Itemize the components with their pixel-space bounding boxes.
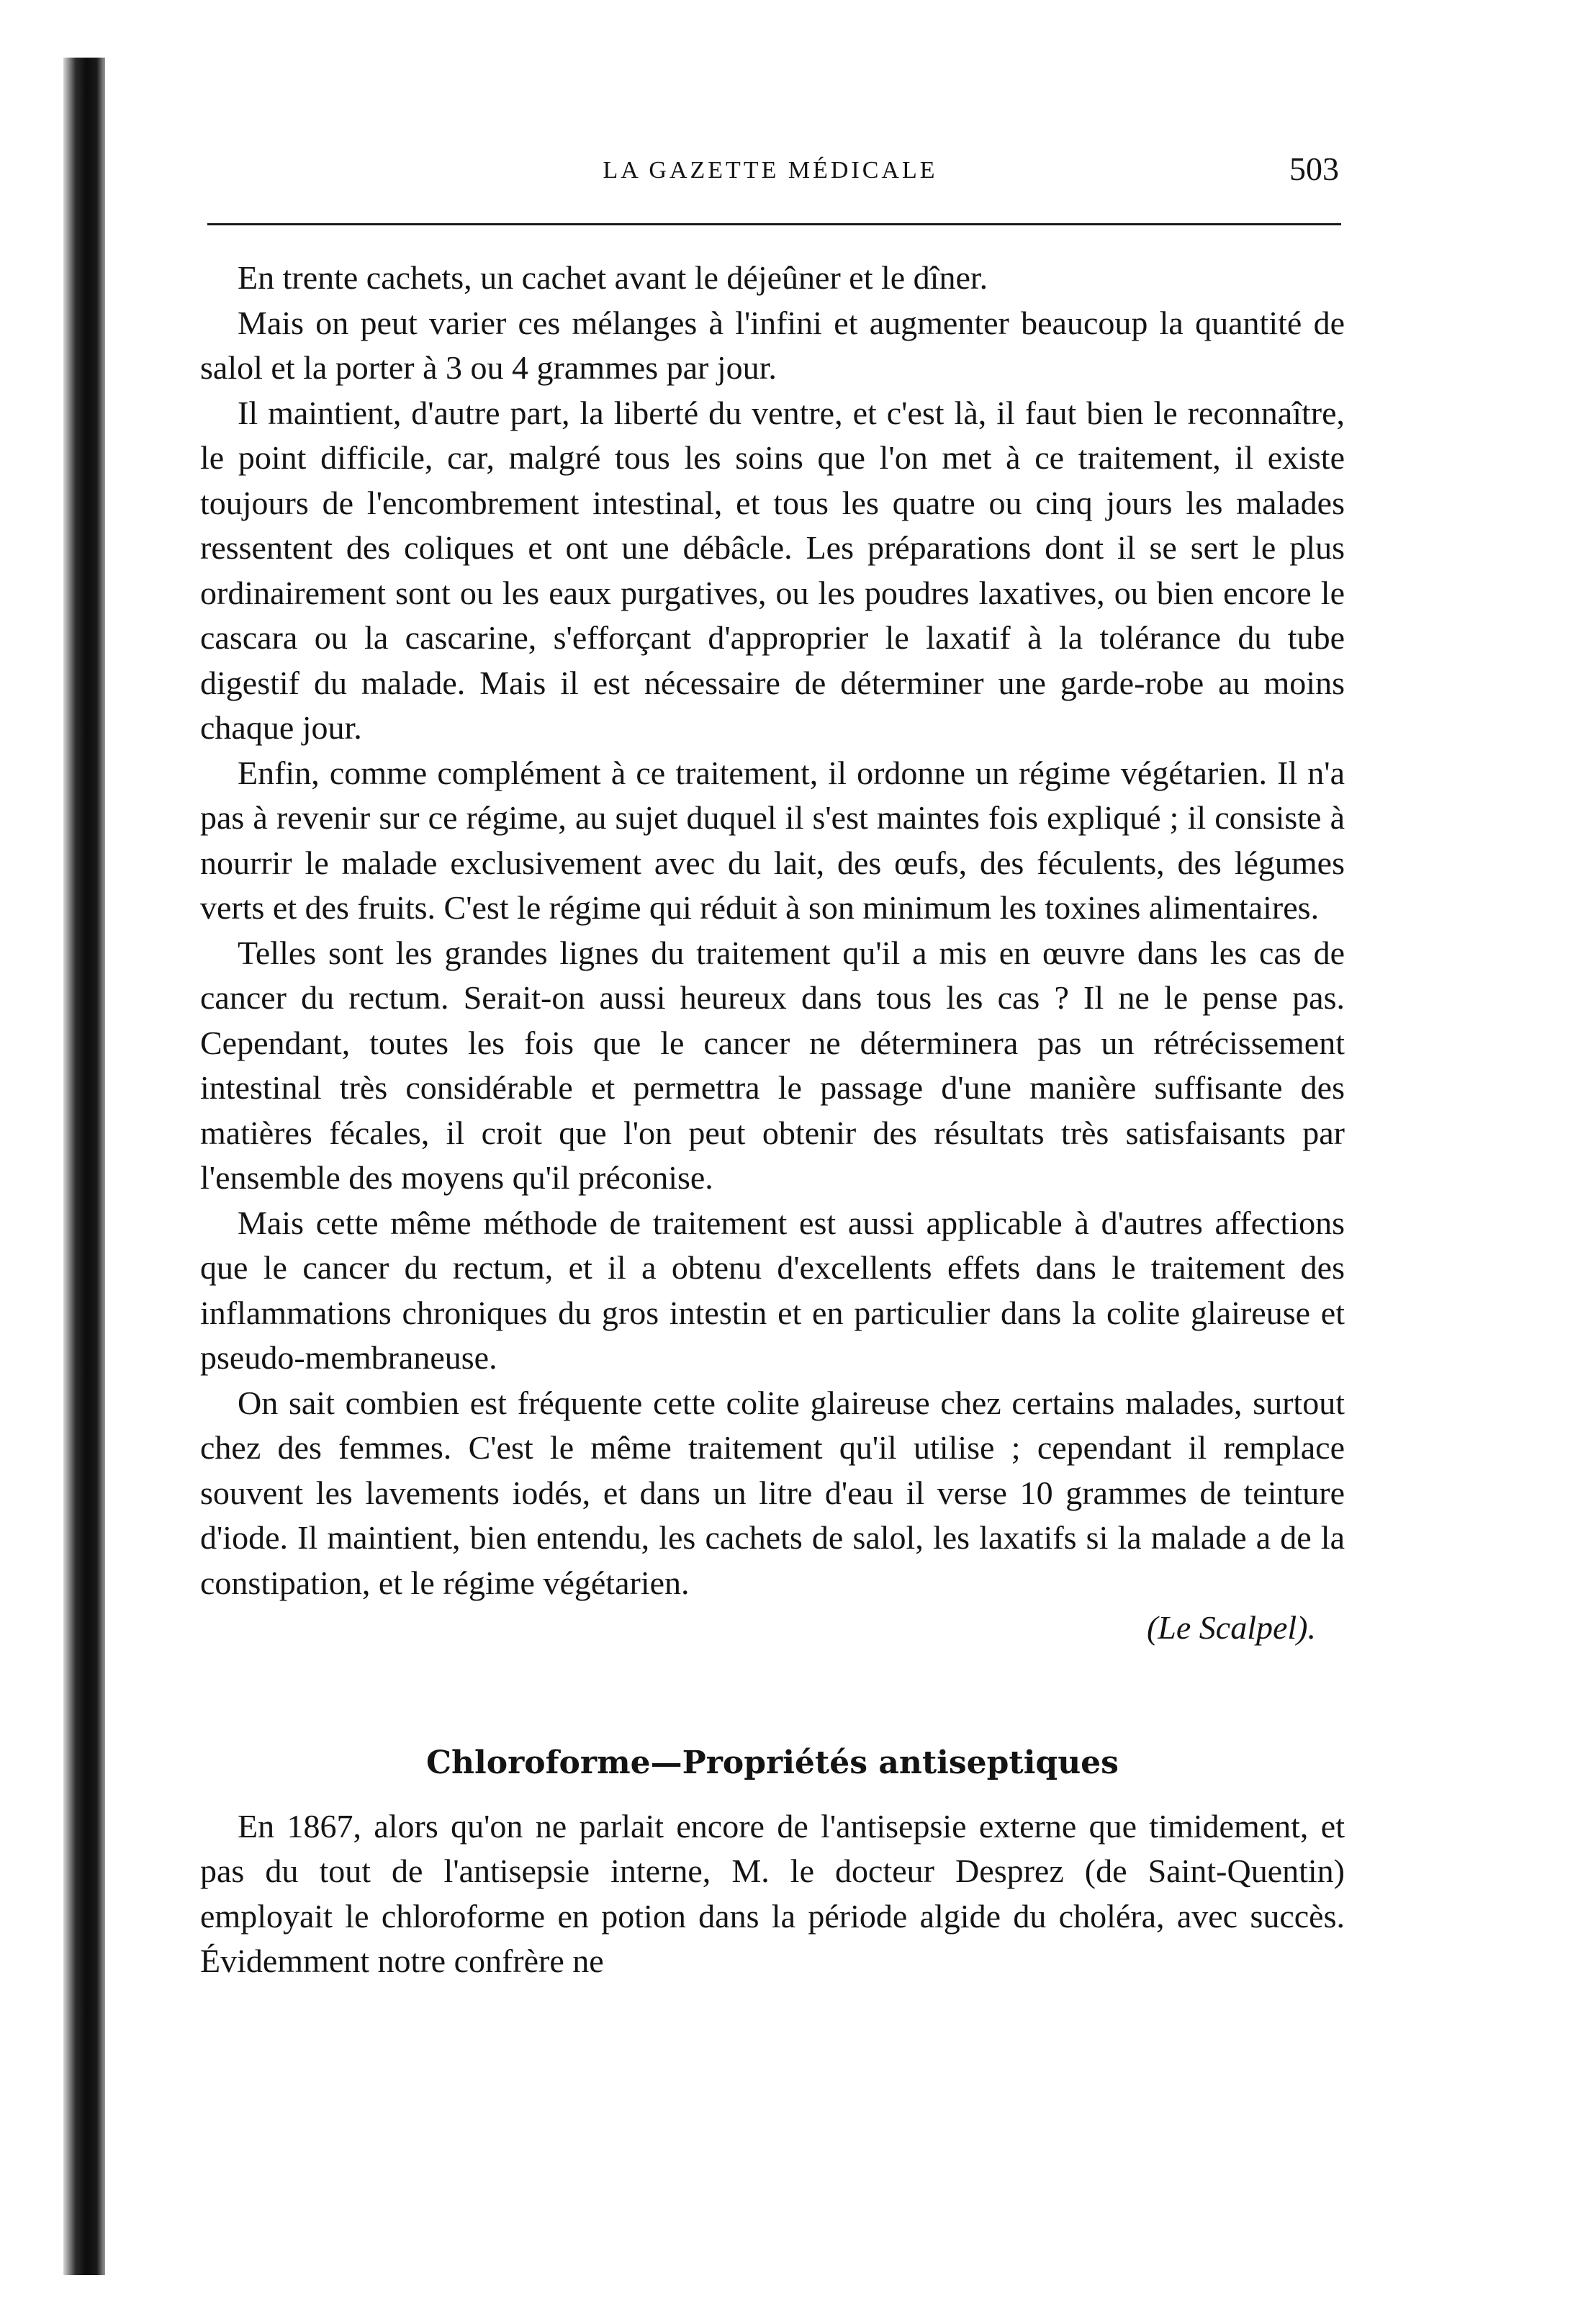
paragraph: En trente cachets, un cachet avant le déjeûner et le dîner. xyxy=(238,259,988,296)
paragraph: Mais on peut varier ces mélanges à l'infini et augmenter beaucoup la quantité de salol et la porter à 3 ou 4 grammes par jour. xyxy=(200,304,1345,386)
running-title: LA GAZETTE MÉDICALE xyxy=(603,157,938,184)
paragraph: En 1867, alors qu'on ne parlait encore de l'antisepsie externe que timidement, et pas du tout de l'antisepsie interne, M. le docteur Desprez (de Saint-Quentin) employait le chloroforme en potion dans la période algide du choléra, avec succès. Évidemment notre confrère ne xyxy=(200,1807,1345,1979)
scan-binding-edge xyxy=(63,58,105,2275)
page-number: 503 xyxy=(1289,150,1339,187)
paragraph: Enfin, comme complément à ce traitement, il ordonne un régime végétarien. Il n'a pas à revenir sur ce régime, au sujet duquel il s'est maintes fois expliqué ; il consiste à nourrir le malade exclusivement avec du lait, des œufs, des féculents, des légumes verts et des fruits. C'est le régime qui réduit à son minimum les toxines alimentaires. xyxy=(200,754,1345,926)
section-title: Chloroforme—Propriétés antiseptiques xyxy=(426,1744,1119,1781)
paragraph: Il maintient, d'autre part, la liberté du ventre, et c'est là, il faut bien le reconnaître, le point difficile, car, malgré tous les soins que l'on met à ce traitement, il existe toujours de l'encombrement intestinal, et tous les quatre ou cinq jours les malades ressentent des coliques et ont une débâcle. Les préparations dont il se sert le plus ordinairement sont ou les eaux purgatives, ou les poudres laxatives, ou bien encore le cascara ou la cascarine, s'efforçant d'approprier le laxatif à la tolérance du tube digestif du malade. Mais il est nécessaire de déterminer une garde-robe au moins chaque jour. xyxy=(200,394,1345,746)
source-signature: (Le Scalpel). xyxy=(1146,1609,1316,1646)
paragraph: Mais cette même méthode de traitement est aussi applicable à d'autres affections que le cancer du rectum, et il a obtenu d'excellents effets dans le traitement des inflammations chroniques du gros intestin et en particulier dans la colite glaireuse et pseudo-membraneuse. xyxy=(200,1204,1345,1376)
paragraph: Telles sont les grandes lignes du traitement qu'il a mis en œuvre dans les cas de cancer du rectum. Serait-on aussi heureux dans tous les cas ? Il ne le pense pas. Cependant, toutes les fois que le cancer ne déterminera pas un rétrécissement intestinal très considérable et permettra le passage d'une manière suffisante des matières fécales, il croit que l'on peut obtenir des résultats très satisfaisants par l'ensemble des moyens qu'il préconise. xyxy=(200,934,1345,1196)
paragraph: On sait combien est fréquente cette colite glaireuse chez certains malades, surtout chez des femmes. C'est le même traitement qu'il utilise ; cependant il remplace souvent les lavements iodés, et dans un litre d'eau il verse 10 grammes de teinture d'iode. Il maintient, bien entendu, les cachets de salol, les laxatifs si la malade a de la constipation, et le régime végétarien. xyxy=(200,1384,1345,1601)
article-body xyxy=(200,256,1345,1984)
page-header xyxy=(202,144,1339,202)
header-rule xyxy=(207,223,1341,225)
